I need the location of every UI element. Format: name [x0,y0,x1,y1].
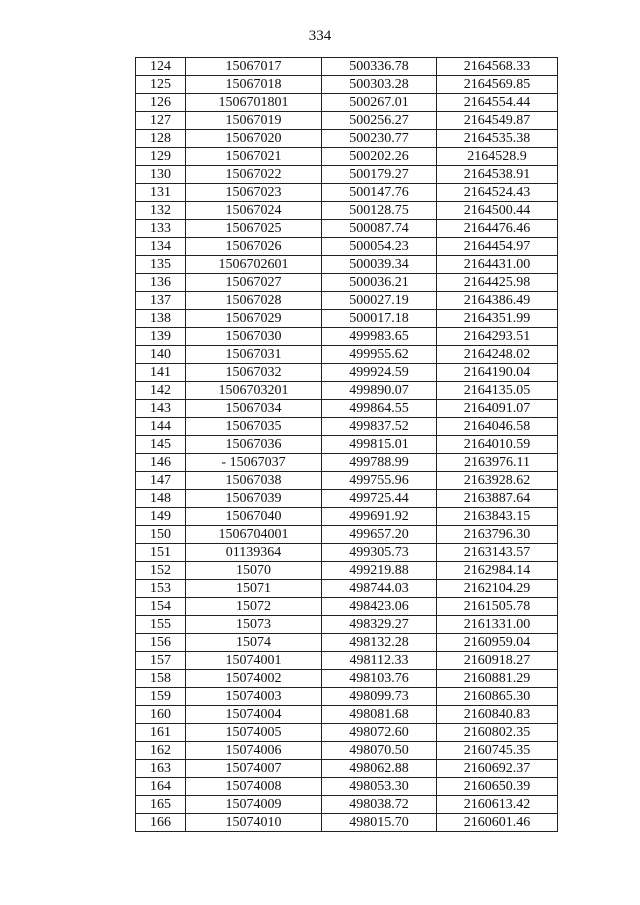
point-id-cell: 15074003 [186,688,322,706]
table-row [136,436,558,454]
y-coordinate-cell: 2164535.38 [437,130,558,148]
x-coordinate-cell: 499219.88 [322,562,437,580]
point-id-cell: 15067026 [186,238,322,256]
x-coordinate-cell: 498099.73 [322,688,437,706]
row-index-cell: 151 [136,544,186,562]
y-coordinate-cell: 2160650.39 [437,778,558,796]
y-coordinate-cell: 2164549.87 [437,112,558,130]
row-index-cell: 139 [136,328,186,346]
row-index-cell: 133 [136,220,186,238]
x-coordinate-cell: 499815.01 [322,436,437,454]
point-id-cell: 15074004 [186,706,322,724]
y-coordinate-cell: 2164431.00 [437,256,558,274]
row-index-cell: 162 [136,742,186,760]
table-row [136,598,558,616]
y-coordinate-cell: 2164386.49 [437,292,558,310]
y-coordinate-cell: 2160745.35 [437,742,558,760]
point-id-cell: 15074008 [186,778,322,796]
x-coordinate-cell: 500202.26 [322,148,437,166]
x-coordinate-cell: 500017.18 [322,310,437,328]
x-coordinate-cell: 500054.23 [322,238,437,256]
point-id-cell: 15067035 [186,418,322,436]
y-coordinate-cell: 2160918.27 [437,652,558,670]
table-row [136,760,558,778]
table-row [136,544,558,562]
y-coordinate-cell: 2163928.62 [437,472,558,490]
y-coordinate-cell: 2160865.30 [437,688,558,706]
row-index-cell: 126 [136,94,186,112]
y-coordinate-cell: 2164425.98 [437,274,558,292]
table-row [136,688,558,706]
y-coordinate-cell: 2164524.43 [437,184,558,202]
row-index-cell: 163 [136,760,186,778]
y-coordinate-cell: 2164569.85 [437,76,558,94]
point-id-cell: 15067020 [186,130,322,148]
table-row [136,328,558,346]
x-coordinate-cell: 500230.77 [322,130,437,148]
row-index-cell: 131 [136,184,186,202]
y-coordinate-cell: 2164500.44 [437,202,558,220]
table-row [136,112,558,130]
point-id-cell: 15074009 [186,796,322,814]
point-id-cell: 15067017 [186,58,322,76]
x-coordinate-cell: 498038.72 [322,796,437,814]
table-row [136,364,558,382]
table-row [136,580,558,598]
x-coordinate-cell: 498423.06 [322,598,437,616]
table-row [136,634,558,652]
y-coordinate-cell: 2160601.46 [437,814,558,832]
x-coordinate-cell: 500087.74 [322,220,437,238]
point-id-cell: 15067025 [186,220,322,238]
table-row [136,238,558,256]
point-id-cell: 15067034 [186,400,322,418]
y-coordinate-cell: 2160613.42 [437,796,558,814]
x-coordinate-cell: 500039.34 [322,256,437,274]
x-coordinate-cell: 499305.73 [322,544,437,562]
row-index-cell: 134 [136,238,186,256]
row-index-cell: 136 [136,274,186,292]
y-coordinate-cell: 2163976.11 [437,454,558,472]
y-coordinate-cell: 2164091.07 [437,400,558,418]
table-row [136,670,558,688]
table-row [136,706,558,724]
x-coordinate-cell: 498132.28 [322,634,437,652]
row-index-cell: 141 [136,364,186,382]
row-index-cell: 128 [136,130,186,148]
y-coordinate-cell: 2164351.99 [437,310,558,328]
point-id-cell: 15067031 [186,346,322,364]
point-id-cell: 15067024 [186,202,322,220]
row-index-cell: 125 [136,76,186,94]
point-id-cell: 15067028 [186,292,322,310]
page-number: 334 [308,28,332,44]
x-coordinate-cell: 499755.96 [322,472,437,490]
row-index-cell: 152 [136,562,186,580]
row-index-cell: 148 [136,490,186,508]
y-coordinate-cell: 2164476.46 [437,220,558,238]
x-coordinate-cell: 499691.92 [322,508,437,526]
point-id-cell: 15071 [186,580,322,598]
x-coordinate-cell: 499890.07 [322,382,437,400]
row-index-cell: 158 [136,670,186,688]
point-id-cell: 15074001 [186,652,322,670]
y-coordinate-cell: 2164538.91 [437,166,558,184]
table-row [136,472,558,490]
row-index-cell: 127 [136,112,186,130]
table-row [136,490,558,508]
table-row [136,58,558,76]
x-coordinate-cell: 499924.59 [322,364,437,382]
table-row [136,526,558,544]
x-coordinate-cell: 500179.27 [322,166,437,184]
point-id-cell: 15073 [186,616,322,634]
table-row [136,400,558,418]
point-id-cell: 1506702601 [186,256,322,274]
x-coordinate-cell: 499657.20 [322,526,437,544]
row-index-cell: 150 [136,526,186,544]
x-coordinate-cell: 498015.70 [322,814,437,832]
row-index-cell: 137 [136,292,186,310]
y-coordinate-cell: 2162984.14 [437,562,558,580]
row-index-cell: 142 [136,382,186,400]
x-coordinate-cell: 500336.78 [322,58,437,76]
coordinates-table-body [136,58,558,832]
row-index-cell: 161 [136,724,186,742]
y-coordinate-cell: 2164454.97 [437,238,558,256]
table-row [136,166,558,184]
y-coordinate-cell: 2164568.33 [437,58,558,76]
y-coordinate-cell: 2161331.00 [437,616,558,634]
y-coordinate-cell: 2164010.59 [437,436,558,454]
y-coordinate-cell: 2164554.44 [437,94,558,112]
y-coordinate-cell: 2161505.78 [437,598,558,616]
row-index-cell: 166 [136,814,186,832]
row-index-cell: 156 [136,634,186,652]
table-row [136,148,558,166]
table-row [136,508,558,526]
point-id-cell: 15074 [186,634,322,652]
table-row [136,94,558,112]
x-coordinate-cell: 499837.52 [322,418,437,436]
point-id-cell: - 15067037 [186,454,322,472]
x-coordinate-cell: 498329.27 [322,616,437,634]
point-id-cell: 15067029 [186,310,322,328]
x-coordinate-cell: 500128.75 [322,202,437,220]
x-coordinate-cell: 498070.50 [322,742,437,760]
table-row [136,76,558,94]
table-row [136,220,558,238]
table-row [136,814,558,832]
table-row [136,310,558,328]
y-coordinate-cell: 2163843.15 [437,508,558,526]
x-coordinate-cell: 498081.68 [322,706,437,724]
point-id-cell: 1506703201 [186,382,322,400]
row-index-cell: 165 [136,796,186,814]
point-id-cell: 15067021 [186,148,322,166]
table-row [136,202,558,220]
table-row [136,796,558,814]
point-id-cell: 15067027 [186,274,322,292]
point-id-cell: 1506701801 [186,94,322,112]
table-row [136,616,558,634]
point-id-cell: 01139364 [186,544,322,562]
table-row [136,778,558,796]
x-coordinate-cell: 499983.65 [322,328,437,346]
y-coordinate-cell: 2162104.29 [437,580,558,598]
table-row [136,382,558,400]
point-id-cell: 15070 [186,562,322,580]
x-coordinate-cell: 500147.76 [322,184,437,202]
point-id-cell: 15067032 [186,364,322,382]
y-coordinate-cell: 2160959.04 [437,634,558,652]
point-id-cell: 15067023 [186,184,322,202]
point-id-cell: 1506704001 [186,526,322,544]
x-coordinate-cell: 499725.44 [322,490,437,508]
row-index-cell: 154 [136,598,186,616]
point-id-cell: 15072 [186,598,322,616]
row-index-cell: 143 [136,400,186,418]
table-row [136,418,558,436]
x-coordinate-cell: 498103.76 [322,670,437,688]
row-index-cell: 160 [136,706,186,724]
row-index-cell: 147 [136,472,186,490]
table-row [136,742,558,760]
table-row [136,724,558,742]
row-index-cell: 140 [136,346,186,364]
row-index-cell: 138 [136,310,186,328]
row-index-cell: 159 [136,688,186,706]
y-coordinate-cell: 2164528.9 [437,148,558,166]
coordinates-table [135,57,558,832]
y-coordinate-cell: 2160802.35 [437,724,558,742]
row-index-cell: 144 [136,418,186,436]
row-index-cell: 164 [136,778,186,796]
x-coordinate-cell: 498072.60 [322,724,437,742]
x-coordinate-cell: 499955.62 [322,346,437,364]
row-index-cell: 146 [136,454,186,472]
x-coordinate-cell: 499788.99 [322,454,437,472]
x-coordinate-cell: 500267.01 [322,94,437,112]
y-coordinate-cell: 2163143.57 [437,544,558,562]
table-row [136,562,558,580]
point-id-cell: 15067022 [186,166,322,184]
x-coordinate-cell: 500036.21 [322,274,437,292]
point-id-cell: 15074007 [186,760,322,778]
x-coordinate-cell: 499864.55 [322,400,437,418]
point-id-cell: 15074002 [186,670,322,688]
row-index-cell: 155 [136,616,186,634]
x-coordinate-cell: 498062.88 [322,760,437,778]
y-coordinate-cell: 2164046.58 [437,418,558,436]
point-id-cell: 15067018 [186,76,322,94]
y-coordinate-cell: 2160881.29 [437,670,558,688]
table-row [136,256,558,274]
row-index-cell: 124 [136,58,186,76]
row-index-cell: 132 [136,202,186,220]
y-coordinate-cell: 2164190.04 [437,364,558,382]
table-row [136,184,558,202]
y-coordinate-cell: 2164248.02 [437,346,558,364]
x-coordinate-cell: 500027.19 [322,292,437,310]
x-coordinate-cell: 498053.30 [322,778,437,796]
row-index-cell: 157 [136,652,186,670]
y-coordinate-cell: 2164135.05 [437,382,558,400]
point-id-cell: 15074005 [186,724,322,742]
row-index-cell: 129 [136,148,186,166]
point-id-cell: 15067019 [186,112,322,130]
x-coordinate-cell: 498112.33 [322,652,437,670]
table-row [136,274,558,292]
point-id-cell: 15074006 [186,742,322,760]
table-row [136,454,558,472]
y-coordinate-cell: 2164293.51 [437,328,558,346]
x-coordinate-cell: 500303.28 [322,76,437,94]
y-coordinate-cell: 2160840.83 [437,706,558,724]
point-id-cell: 15067038 [186,472,322,490]
point-id-cell: 15067030 [186,328,322,346]
table-row [136,130,558,148]
point-id-cell: 15067036 [186,436,322,454]
table-row [136,346,558,364]
y-coordinate-cell: 2163796.30 [437,526,558,544]
row-index-cell: 130 [136,166,186,184]
table-row [136,292,558,310]
y-coordinate-cell: 2163887.64 [437,490,558,508]
point-id-cell: 15067040 [186,508,322,526]
x-coordinate-cell: 498744.03 [322,580,437,598]
row-index-cell: 153 [136,580,186,598]
point-id-cell: 15074010 [186,814,322,832]
table-row [136,652,558,670]
x-coordinate-cell: 500256.27 [322,112,437,130]
row-index-cell: 149 [136,508,186,526]
row-index-cell: 135 [136,256,186,274]
point-id-cell: 15067039 [186,490,322,508]
y-coordinate-cell: 2160692.37 [437,760,558,778]
row-index-cell: 145 [136,436,186,454]
